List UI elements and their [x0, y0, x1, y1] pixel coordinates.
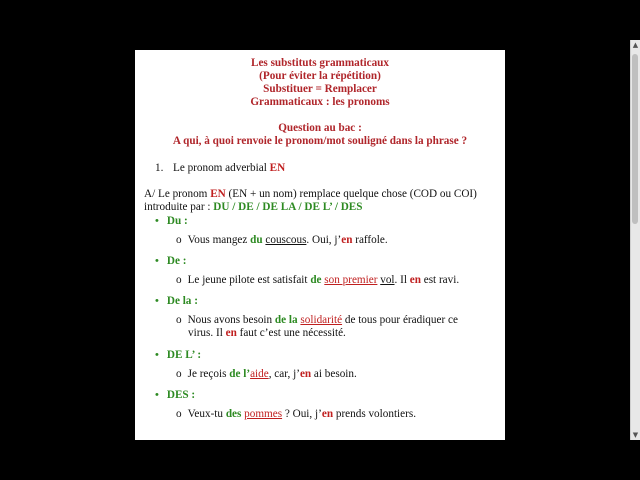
question-line: Question au bac :: [278, 122, 362, 134]
circle-bullet-icon: o: [176, 368, 182, 380]
sentence-segment: est ravi.: [420, 274, 460, 286]
section-label: Le pronom adverbial: [172, 162, 267, 174]
example-heading-label: Du :: [166, 215, 188, 227]
down-arrow-icon[interactable]: ▼: [632, 431, 639, 439]
sentence-segment: du: [250, 234, 263, 246]
example-sentence: [188, 326, 346, 340]
circle-bullet-icon: o: [176, 274, 182, 286]
sentence-segment: des: [225, 408, 242, 420]
question-line: A qui, à quoi renvoie le pronom/mot souligné dans la phrase ?: [172, 135, 468, 147]
sentence-segment: faut c’est une nécessité.: [236, 327, 346, 339]
sentence-segment: Veux-tu: [187, 408, 226, 420]
example-heading-label: De la :: [166, 295, 198, 307]
circle-bullet-icon: o: [176, 408, 182, 420]
sentence-segment: . Oui, j’: [306, 234, 342, 246]
sentence-segment: Vous mangez: [187, 234, 251, 246]
sentence-segment: virus. Il: [188, 327, 226, 339]
up-arrow-icon[interactable]: ▲: [632, 41, 639, 49]
bullet-icon: •: [155, 295, 159, 307]
section-number: 1.: [155, 162, 164, 174]
title-line: Substituer = Remplacer: [263, 83, 377, 95]
example-heading-label: De :: [166, 255, 187, 267]
sentence-segment: son premier: [324, 274, 378, 286]
sentence-segment: . Il: [394, 274, 410, 286]
sentence-segment: couscous: [265, 234, 307, 246]
bullet-icon: •: [155, 255, 159, 267]
example-heading: [155, 214, 188, 228]
example-heading: [155, 388, 195, 402]
section-heading: [155, 161, 285, 175]
sentence-segment: ? Oui, j’: [282, 408, 322, 420]
example-sentence: [176, 367, 357, 381]
circle-bullet-icon: o: [176, 234, 182, 246]
intro-rest: (EN + un nom) remplace quelque chose (COD ou COI): [228, 188, 477, 200]
example-sentence: [176, 273, 459, 287]
sentence-segment: en: [409, 274, 421, 286]
document-page: [135, 50, 505, 440]
sentence-segment: pommes: [244, 408, 283, 420]
sentence-segment: en: [225, 327, 237, 339]
example-heading-label: DE L’ :: [166, 349, 202, 361]
sentence-segment: de la: [274, 314, 298, 326]
intro-prefix: A/ Le pronom: [144, 188, 208, 200]
sentence-segment: , car, j’: [268, 368, 300, 380]
sentence-segment: solidarité: [300, 314, 343, 326]
bullet-icon: •: [155, 215, 159, 227]
circle-bullet-icon: o: [176, 314, 182, 326]
section-keyword: EN: [269, 162, 286, 174]
example-sentence: [176, 407, 416, 421]
sentence-segment: de tous pour éradiquer ce: [342, 314, 458, 326]
intro-list: DU / DE / DE LA / DE L’ / DES: [213, 201, 363, 213]
example-heading-label: DES :: [166, 389, 196, 401]
example-sentence: [176, 233, 388, 247]
sentence-segment: raffole.: [352, 234, 388, 246]
sentence-segment: Le jeune pilote est satisfait: [187, 274, 311, 286]
example-sentence: [176, 313, 458, 327]
sentence-segment: en: [321, 408, 334, 420]
sentence-segment: vol: [380, 274, 395, 286]
title-line: Grammaticaux : les pronoms: [250, 96, 390, 108]
scroll-thumb[interactable]: [632, 54, 638, 224]
intro-line: [144, 187, 477, 201]
sentence-segment: de l’: [229, 368, 251, 380]
sentence-segment: ai besoin.: [311, 368, 357, 380]
title-line: Les substituts grammaticaux: [251, 57, 389, 69]
sentence-segment: de: [310, 274, 322, 286]
example-heading: [155, 254, 186, 268]
sentence-segment: en: [299, 368, 312, 380]
sentence-segment: Nous avons besoin: [187, 314, 275, 326]
intro-line2-prefix: introduite par :: [144, 201, 211, 213]
sentence-segment: Je reçois: [187, 368, 230, 380]
example-heading: [155, 294, 198, 308]
sentence-segment: aide: [250, 368, 269, 380]
vertical-scrollbar[interactable]: [630, 40, 640, 440]
bullet-icon: •: [155, 389, 159, 401]
intro-line-2: [144, 200, 363, 214]
intro-keyword: EN: [210, 188, 226, 200]
title-line: (Pour éviter la répétition): [259, 70, 381, 82]
sentence-segment: prends volontiers.: [333, 408, 417, 420]
example-heading: [155, 348, 201, 362]
bullet-icon: •: [155, 349, 159, 361]
sentence-segment: en: [341, 234, 353, 246]
